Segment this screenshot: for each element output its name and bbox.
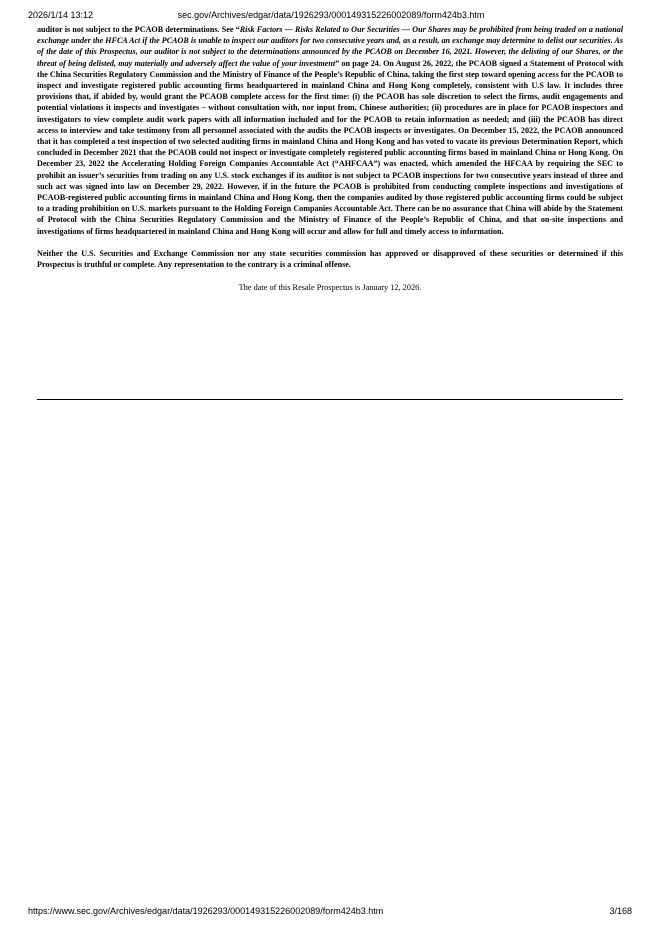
pcaob-paragraph-rest: ” on page 24. On August 26, 2022, the PCAOB signed a Statement of Protocol with the China Securities Regulatory Commission and the Ministry of Finance of the People’s Republic of China, taking the first step toward opening access for the PCAOB to inspect and investigate registered public accounting firms headquartered in mainland China and Hong Kong completely, consistent with U.S law. It includes three provisions that, if abided by, would grant the PCAOB complete access for the first time: (i) the PCAOB has sole discretion to select the firms, audit engagements and potential violations it inspects and investigates – without consultation with, nor input from, Chinese authorities; (ii) procedures are in place for PCAOB inspectors and investigators to view complete audit work papers with all information included and for the PCAOB to retain information as needed; and (iii) the PCAOB has direct access to interview and take testimony from all personnel associated with the audits the PCAOB inspects or investigates. On December 15, 2022, the PCAOB announced that it has completed a test inspection of two selected auditing firms in mainland China and Hong Kong and has voted to vacate its previous Determination Report, which concluded in December 2021 that the PCAOB could not inspect or investigate completely registered public accounting firms based in mainland China or Hong Kong. On December 23, 2022 the Accelerating Holding Foreign Companies Accountable Act (“AHFCAA”) was enacted, which amended the HFCAA by requiring the SEC to prohibit an issuer’s securities from trading on any U.S. stock exchanges if its auditor is not subject to PCAOB inspections for two consecutive years instead of three and such act was signed into law on December 29, 2022. However, if in the future the PCAOB is prohibited from conducting complete inspections and investigations of PCAOB-registered public accounting firms in mainland China and Hong Kong, then the companies audited by those registered public accounting firms could be subject to a trading prohibition on U.S. markets pursuant to the Holding Foreign Companies Accountable Act. There can be no assurance that China will abide by the Statement of Protocol with the China Securities Regulatory Commission and the Ministry of Finance of the People’s Republic of China, and that on-site inspections and investigations of firms headquartered in mainland China and Hong Kong will occur and allow for full and timely access to information. (37, 58, 623, 236)
pcaob-paragraph (37, 24, 623, 237)
prospectus-body (37, 24, 623, 293)
pcaob-paragraph-lead: auditor is not subject to the PCAOB determinations. See “ (37, 25, 240, 34)
print-footer-url: https://www.sec.gov/Archives/edgar/data/1926293/000149315226002089/form424b3.htm (28, 906, 384, 916)
print-header-url: sec.gov/Archives/edgar/data/1926293/000149315226002089/form424b3.htm (177, 10, 485, 20)
prospectus-date-line: The date of this Resale Prospectus is January 12, 2026. (238, 283, 422, 293)
print-timestamp: 2026/1/14 13:12 (28, 10, 94, 20)
page-number: 3/168 (609, 906, 632, 916)
print-footer (0, 906, 662, 920)
sec-disclaimer-paragraph: Neither the U.S. Securities and Exchange Commission nor any state securities commission has approved or disapproved of these securities or determined if this Prospectus is truthful or complete. Any representation to the contrary is a criminal offense. (37, 248, 623, 270)
section-divider (37, 399, 623, 400)
risk-factors-reference[interactable]: Risk Factors — Risks Related to Our Securities — Our Shares may be prohibited from being traded on a national exchange under the HFCA Act if the PCAOB is unable to inspect our auditors for two consecutive years and, as a result, an exchange may determine to delist our securities. As of the date of this Prospectus, our auditor is not subject to the determinations announced by the PCAOB on December 16, 2021. However, the delisting of our Shares, or the threat of being delisted, may materially and adversely affect the value of your investment (37, 25, 623, 68)
print-header (0, 0, 662, 20)
